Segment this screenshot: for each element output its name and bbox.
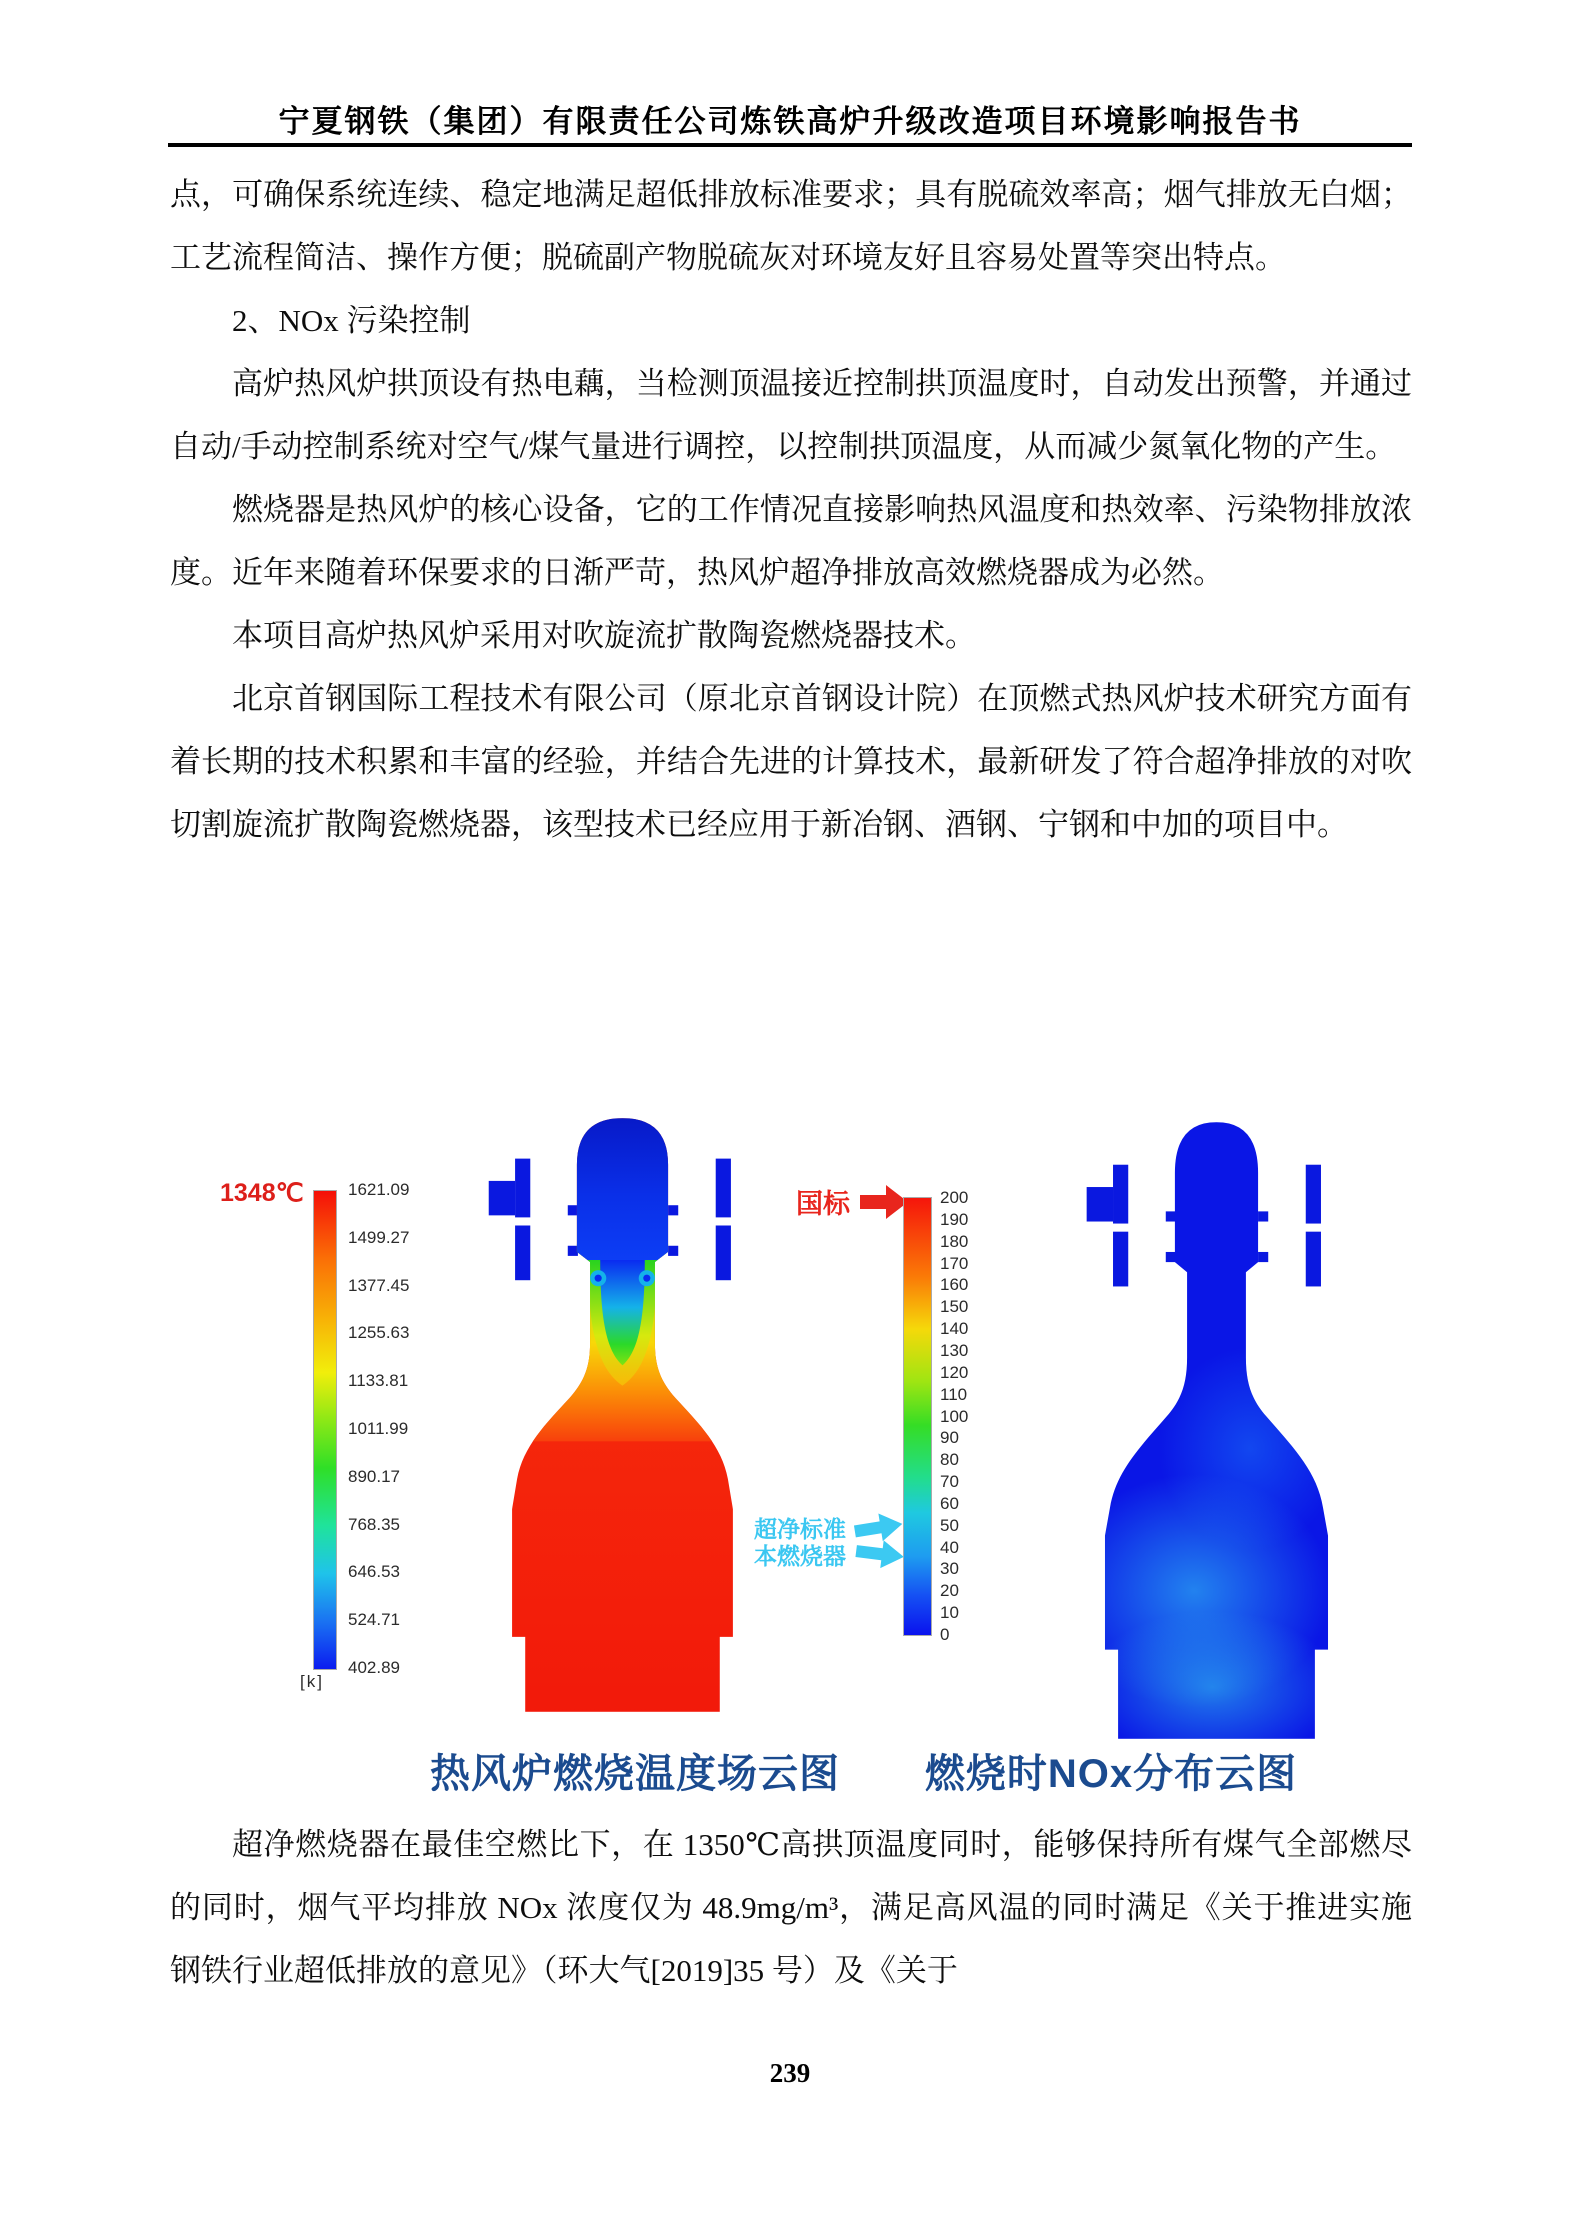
scale-tick: 646.53 (348, 1562, 400, 1582)
temperature-colorbar (313, 1190, 337, 1670)
paragraph: 超净燃烧器在最佳空燃比下，在 1350℃高拱顶温度同时，能够保持所有煤气全部燃尽的同时，烟气平均排放 NOx 浓度仅为 48.9mg/m³，满足高风温的同时满足《关于推进实施钢铁行业超低排放的意见》（环大气[2019]35 号）及《关于 (170, 1827, 1412, 1988)
ultra-clean-label-line2: 本燃烧器 (754, 1543, 846, 1569)
scale-tick: 70 (940, 1472, 959, 1492)
scale-tick: 402.89 (348, 1658, 400, 1677)
scale-tick: 90 (940, 1428, 959, 1448)
paragraph: 点，可确保系统连续、稳定地满足超低排放标准要求；具有脱硫效率高；烟气排放无白烟；工艺流程简洁、操作方便；脱硫副产物脱硫灰对环境友好且容易处置等突出特点。 (170, 177, 1412, 275)
scale-tick: 10 (940, 1603, 959, 1623)
closing-paragraph-block (170, 1813, 1412, 2002)
cfd-figure (170, 1112, 1410, 1812)
scale-tick: 60 (940, 1493, 959, 1513)
scale-tick: 0 (940, 1625, 950, 1644)
scale-tick: 890.17 (348, 1466, 400, 1486)
scale-tick: 130 (940, 1340, 969, 1360)
scale-tick: 1011.99 (348, 1419, 409, 1438)
scale-tick: 20 (940, 1581, 959, 1601)
scale-tick: 100 (940, 1406, 969, 1426)
page-number: 239 (769, 2058, 811, 2088)
scale-tick: 524.71 (348, 1610, 400, 1630)
paragraph: 燃烧器是热风炉的核心设备，它的工作情况直接影响热风温度和热效率、污染物排放浓度。近年来随着环保要求的日渐严苛，热风炉超净排放高效燃烧器成为必然。 (170, 492, 1412, 590)
scale-tick: 50 (940, 1515, 959, 1535)
temperature-field-figure (448, 1112, 798, 1720)
scale-tick: 170 (940, 1253, 969, 1273)
national-standard-label: 国标 (796, 1189, 850, 1219)
scale-tick: 1133.81 (348, 1371, 409, 1391)
paragraph: 本项目高炉热风炉采用对吹旋流扩散陶瓷燃烧器技术。 (232, 618, 976, 653)
scale-tick: 1255.63 (348, 1323, 410, 1343)
scale-tick: 200 (940, 1188, 969, 1207)
report-header-title: 宁夏钢铁（集团）有限责任公司炼铁高炉升级改造项目环境影响报告书 (278, 104, 1302, 139)
scale-tick: 140 (940, 1319, 969, 1339)
scale-tick: 80 (940, 1450, 959, 1470)
scale-tick: 180 (940, 1231, 969, 1251)
ultra-clean-label (754, 1516, 846, 1570)
scale-tick: 1377.45 (348, 1275, 410, 1295)
scale-tick: 150 (940, 1297, 969, 1317)
scale-tick: 768.35 (348, 1514, 400, 1534)
header-divider (168, 143, 1412, 147)
body-paragraphs (170, 163, 1412, 856)
scale-tick: 110 (940, 1384, 968, 1404)
scale-tick: 40 (940, 1537, 959, 1557)
ultra-clean-label-line1: 超净标准 (754, 1516, 846, 1542)
national-standard-arrow-icon (860, 1184, 908, 1220)
scale-tick: 120 (940, 1362, 969, 1382)
temp-scale-unit: [k] (300, 1672, 324, 1691)
paragraph: 2、NOx 污染控制 (232, 303, 471, 338)
scale-tick: 30 (940, 1559, 959, 1579)
figure-caption-temperature: 热风炉燃烧温度场云图 (430, 1752, 840, 1796)
scale-tick: 190 (940, 1209, 969, 1229)
paragraph: 高炉热风炉拱顶设有热电藕，当检测顶温接近控制拱顶温度时，自动发出预警，并通过自动/手动控制系统对空气/煤气量进行调控，以控制拱顶温度，从而减少氮氧化物的产生。 (170, 366, 1412, 464)
scale-tick: 1621.09 (348, 1180, 410, 1199)
ultra-clean-arrow-icon (852, 1510, 908, 1572)
scale-tick: 160 (940, 1275, 969, 1295)
scale-tick: 1499.27 (348, 1227, 410, 1247)
paragraph: 北京首钢国际工程技术有限公司（原北京首钢设计院）在顶燃式热风炉技术研究方面有着长期的技术积累和丰富的经验，并结合先进的计算技术，最新研发了符合超净排放的对吹切割旋流扩散陶瓷燃烧器，该型技术已经应用于新冶钢、酒钢、宁钢和中加的项目中。 (170, 681, 1412, 842)
figure-caption-nox: 燃烧时NOx分布云图 (924, 1752, 1298, 1796)
temperature-annotation: 1348℃ (220, 1179, 304, 1207)
nox-field-figure (1042, 1114, 1392, 1748)
